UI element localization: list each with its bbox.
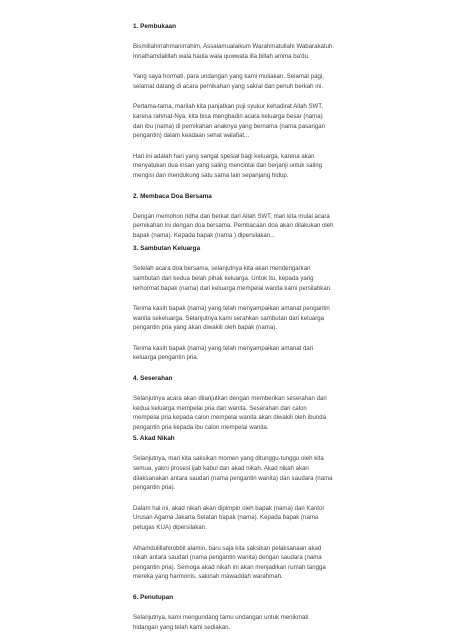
section-heading: 6. Penutupan [133,593,174,601]
paragraph [133,264,354,293]
text-line: sambutan dari kedua belah pihak keluarga. Untuk itu, kepada yang [133,274,314,282]
text-line: pengantin pria). Semoga akad nikah ini akan menjadikan rumah tangga [133,563,326,571]
text-line: pengantin pria kepada ibu calon mempelai wanita. [133,423,269,431]
text-line: nikah antara saudari (nama pengantin wanita) dengan saudara (nama [133,554,322,562]
text-line: dilaksanakan antara saudari (nama pengantin wanita) dan saudara (nama [133,474,333,482]
paragraph [133,504,354,533]
section-penutupan [133,593,354,632]
text-line: mereka yang harmonis, sakinah mawaddah warahmah. [133,573,283,581]
text-line: pengantin pria). [133,484,176,492]
text-line: pengantin pria yang akan diwakili oleh bapak (nama). [133,324,277,332]
text-line: kedua keluarga mempelai pria dan wanita. Seserahan dari calon [133,404,307,412]
section-heading: 1. Pembukaan [133,23,176,30]
text-line: terhormat bapak (nama) dari keluarga mempelai wanita kami persilahkan. [133,284,332,292]
paragraph [133,72,354,91]
paragraph [133,344,354,363]
paragraph [133,212,354,241]
section-sambutan [133,244,354,363]
paragraph [133,42,354,61]
section-doa [133,192,354,241]
text-line: Hari ini adalah hari yang sangat spesial bagi keluarga, karena akan [133,152,315,160]
section-heading: 2. Membaca Doa Bersama [133,192,212,200]
paragraph [133,454,354,492]
section-seserahan [133,374,354,432]
text-line: pernikahan ini dengan doa bersama. Pembacaan doa akan dilakukan oleh [133,222,334,230]
text-line: Selanjutnya acara akan dilanjutkan dengan memberikan seserahan dari [133,395,327,403]
text-line: Setelah acara doa bersama, selanjutnya kita akan mendengarkan [133,265,311,273]
text-line: wanita sekeluarga. Selanjutnya kami serahkan sambutan dari keluarga [133,314,325,322]
paragraph [133,544,354,582]
paragraph [133,394,354,432]
section-heading: 4. Seserahan [133,375,173,383]
paragraph [133,613,354,632]
text-line: Innalhamdalillah wala haula wala quwwata illa billah amma ba'du. [133,52,310,60]
text-line: Terima kasih bapak (nama) yang telah menyampaikan amanat dari [133,344,314,352]
section-pembukaan [133,22,354,181]
text-line: Dalam hal ini, akad nikah akan dipimpin oleh bapak (nama) dari Kantor [133,504,325,512]
text-line: selamat datang di acara pernikahan yang sakral dan penuh berkah ini. [133,82,324,90]
section-heading: 5. Akad Nikah [133,435,175,443]
text-line: mengisi dan mendukung satu sama lain sepanjang hidup. [133,171,289,179]
text-line: keluarga pengantin pria. [133,354,199,362]
text-line: dan ibu (nama) di pernikahan anaknya yang bernama (nama pasangan [133,122,326,130]
text-line: Urusan Agama Jakarta Selatan bapak (nama). Kepada bapak (nama [133,514,319,522]
text-line: pengantin) dalam keadaan sehat walafiat... [133,132,250,140]
text-line: menyatukan dua insan yang saling mencintai dan berjanji untuk saling [133,162,323,170]
text-line: Selanjutnya, kami mengundang tamu undangan untuk menikmati [133,613,309,621]
text-line: Terima kasih bapak (nama) yang telah menyampaikan amanat pengantin [133,305,330,313]
text-line: karena rahmat-Nya, kita bisa menghadiri acara keluarga besar (nama) [133,112,323,120]
paragraph [133,102,354,140]
text-line: Yang saya hormati, para undangan yang kami muliakan. Selamat pagi, [133,73,324,81]
section-heading: 3. Sambutan Keluarga [133,245,201,253]
paragraph [133,304,354,333]
text-line: bapak (nama). Kepada bapak (nama ) dipersilakan... [133,231,276,239]
text-line: hidangan yang telah kami sediakan. [133,623,231,631]
text-line: petugas KUA) dipersilakan. [133,524,207,531]
text-line: semua, yakni prosesi ijab kabul dan akad nikah. Akad nikah akan [133,465,309,473]
text-line: Dengan memohon ridha dan berkat dari Allah SWT, mari kita mulai acara [133,212,330,220]
paragraph [133,152,354,181]
text-line: Pertama-tama, marilah kita panjatkan puji syukur kehadirat Allah SWT, [133,103,324,111]
text-line: Selanjutnya, mari kita saksikan momen yang ditunggu-tunggu oleh kita [133,455,324,463]
section-akad-nikah [133,434,354,582]
text-line: Alhamdulillahirobbil alamin, baru saja kita saksikan pelaksanaan akad [133,544,322,552]
text-line: Bismillahirrahmanirrahim, Assalamualaikum Warahmatullahi Wabarakatuh. [133,43,335,50]
text-line: mempelai pria kepada calon mempelai wanita akan diwakili oleh ibunda [133,414,327,422]
